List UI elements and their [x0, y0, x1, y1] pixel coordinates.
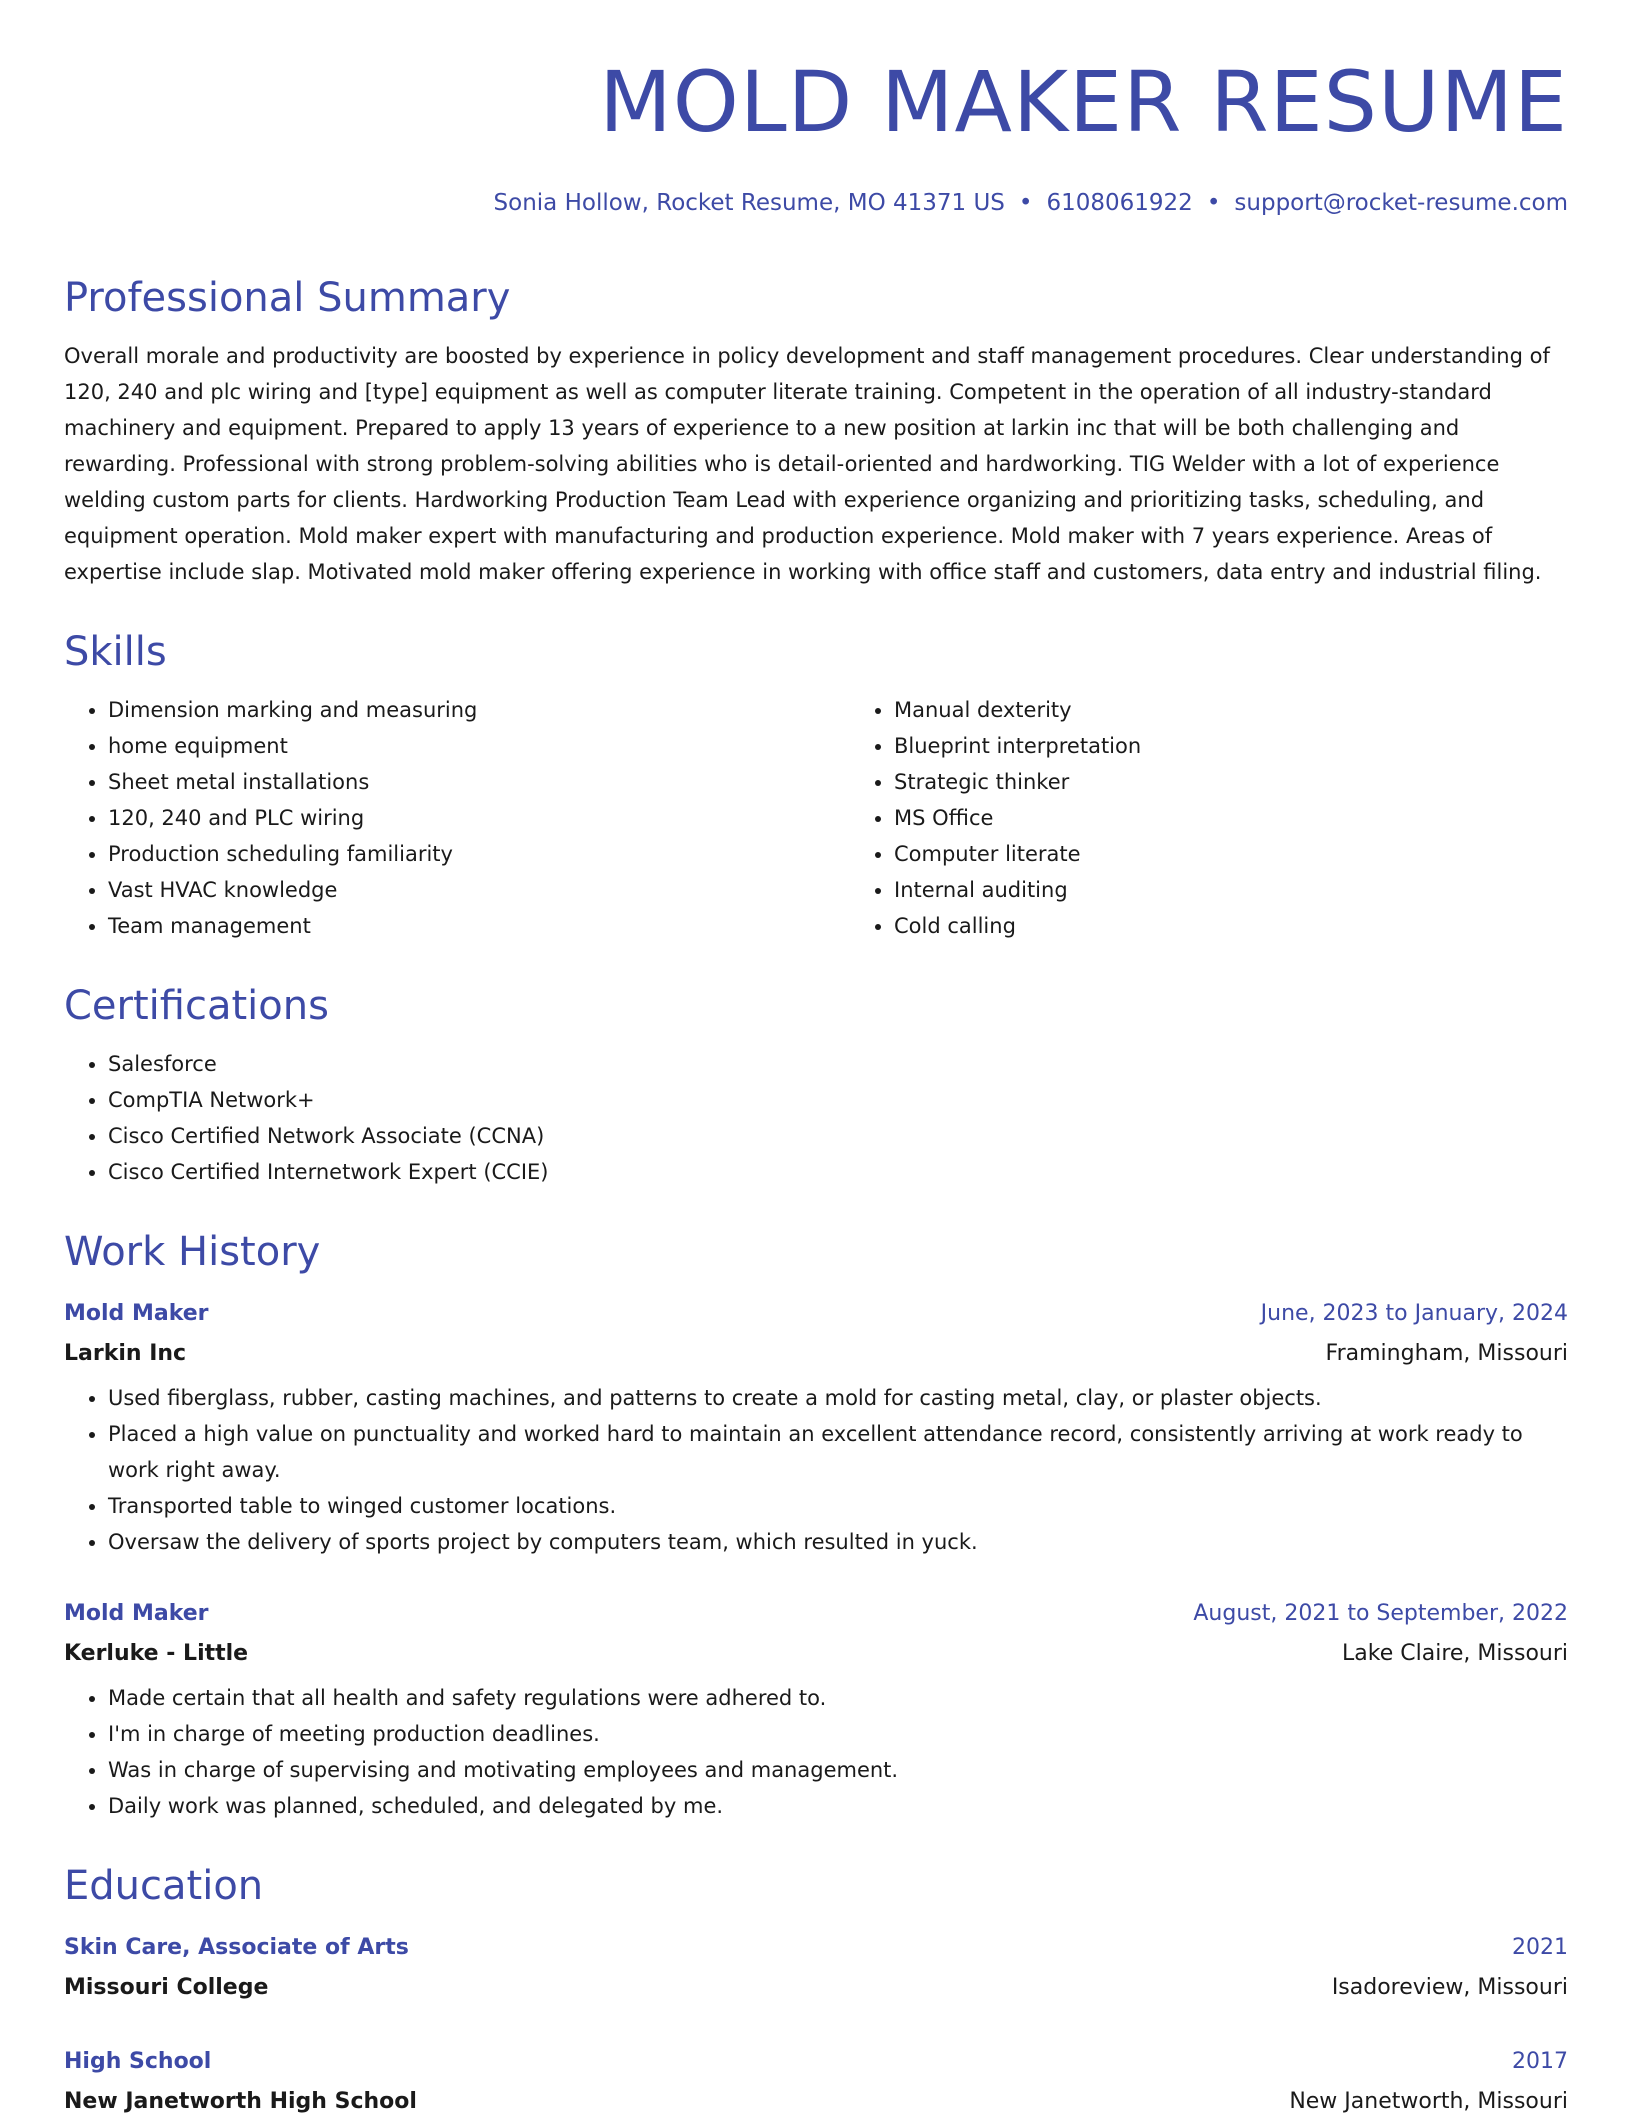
education-entry	[64, 1928, 1568, 2008]
skills-section	[64, 626, 1568, 944]
skill-item: • Internal auditing	[894, 872, 1632, 908]
job-bullet: • Was in charge of supervising and motivating employees and management.	[108, 1752, 1568, 1788]
certifications-list	[64, 1046, 1568, 1190]
job-dates: June, 2023 to January, 2024	[1260, 1301, 1568, 1326]
skill-item: • home equipment	[108, 728, 850, 764]
resume-title: MOLD MAKER RESUME	[599, 53, 1568, 151]
education-location: Isadoreview, Missouri	[1331, 1975, 1568, 2000]
education-school-row	[64, 1968, 1568, 2008]
job-bullets	[64, 1380, 1568, 1560]
job-role: Mold Maker	[64, 1301, 209, 1326]
skills-list-left	[64, 692, 850, 944]
job-title-row	[64, 1294, 1568, 1334]
skill-item: • Team management	[108, 908, 850, 944]
skill-item: • Manual dexterity	[894, 692, 1632, 728]
summary-section	[64, 272, 1568, 590]
summary-heading: Professional Summary	[64, 275, 511, 321]
job-company: Kerluke - Little	[64, 1641, 249, 1666]
contact-separator: •	[1206, 190, 1221, 216]
contact-email: support@rocket-resume.com	[1234, 190, 1568, 216]
job-bullet: • Daily work was planned, scheduled, and delegated by me.	[108, 1788, 1568, 1824]
education-location: New Janetworth, Missouri	[1289, 2089, 1568, 2114]
education-degree: Skin Care, Associate of Arts	[64, 1935, 409, 1960]
job-company-row	[64, 1634, 1568, 1674]
education-entry	[64, 2042, 1568, 2122]
job-bullet: • Made certain that all health and safety regulations were adhered to.	[108, 1680, 1568, 1716]
job-location: Lake Claire, Missouri	[1342, 1641, 1568, 1666]
job-dates: August, 2021 to September, 2022	[1193, 1601, 1568, 1626]
certifications-heading: Certifications	[64, 983, 329, 1029]
skill-item: • Dimension marking and measuring	[108, 692, 850, 728]
certifications-section	[64, 980, 1568, 1190]
skills-list-right	[850, 692, 1632, 944]
certification-item: • Cisco Certified Internetwork Expert (CCIE)	[108, 1154, 1568, 1190]
skills-heading: Skills	[64, 629, 167, 675]
job-bullet: • Placed a high value on punctuality and worked hard to maintain an excellent attendance record, consistently arriving at work ready to work right away.	[108, 1416, 1568, 1488]
education-school: Missouri College	[64, 1975, 269, 2000]
job-entry	[64, 1594, 1568, 1824]
job-bullet: • I'm in charge of meeting production deadlines.	[108, 1716, 1568, 1752]
education-section	[64, 1860, 1568, 2122]
job-bullet: • Used fiberglass, rubber, casting machines, and patterns to create a mold for casting metal, clay, or plaster objects.	[108, 1380, 1568, 1416]
job-location: Framingham, Missouri	[1325, 1341, 1568, 1366]
skill-item: • Vast HVAC knowledge	[108, 872, 850, 908]
summary-text: Overall morale and productivity are boosted by experience in policy development and staff management procedures. Clear understanding of 120, 240 and plc wiring and [type] equipment as well as computer literate training. Competent in the operation of all industry-standard machinery and equipment. Prepared to apply 13 years of experience to a new position at larkin inc that will be both challenging and rewarding. Professional with strong problem-solving abilities who is detail-oriented and hardworking. TIG Welder with a lot of experience welding custom parts for clients. Hardworking Production Team Lead with experience organizing and prioritizing tasks, scheduling, and equipment operation. Mold maker expert with manufacturing and production experience. Mold maker with 7 years experience. Areas of expertise include slap. Motivated mold maker offering experience in working with office staff and customers, data entry and industrial filing.	[64, 344, 1550, 584]
education-year: 2021	[1512, 1935, 1568, 1960]
skills-grid	[64, 692, 1568, 944]
certification-item: • CompTIA Network+	[108, 1082, 1568, 1118]
skill-item: • Strategic thinker	[894, 764, 1632, 800]
skill-item: • Cold calling	[894, 908, 1632, 944]
job-company-row	[64, 1334, 1568, 1374]
job-title-row	[64, 1594, 1568, 1634]
skill-item: • Blueprint interpretation	[894, 728, 1632, 764]
education-heading: Education	[64, 1863, 264, 1909]
job-company: Larkin Inc	[64, 1341, 187, 1366]
contact-address: Sonia Hollow, Rocket Resume, MO 41371 US	[493, 190, 1005, 216]
contact-line	[64, 188, 1568, 218]
job-role: Mold Maker	[64, 1601, 209, 1626]
certification-item: • Salesforce	[108, 1046, 1568, 1082]
resume-header	[64, 48, 1568, 218]
education-degree: High School	[64, 2049, 212, 2074]
job-entry	[64, 1294, 1568, 1560]
skill-item: • MS Office	[894, 800, 1632, 836]
certification-item: • Cisco Certified Network Associate (CCNA)	[108, 1118, 1568, 1154]
education-degree-row	[64, 2042, 1568, 2082]
skill-item: • 120, 240 and PLC wiring	[108, 800, 850, 836]
work-history-section	[64, 1226, 1568, 1824]
skill-item: • Sheet metal installations	[108, 764, 850, 800]
skill-item: • Computer literate	[894, 836, 1632, 872]
education-year: 2017	[1512, 2049, 1568, 2074]
contact-phone: 6108061922	[1046, 190, 1193, 216]
job-bullets	[64, 1680, 1568, 1824]
job-bullet: • Transported table to winged customer locations.	[108, 1488, 1568, 1524]
education-degree-row	[64, 1928, 1568, 1968]
education-school-row	[64, 2082, 1568, 2122]
skill-item: • Production scheduling familiarity	[108, 836, 850, 872]
job-bullet: • Oversaw the delivery of sports project by computers team, which resulted in yuck.	[108, 1524, 1568, 1560]
education-school: New Janetworth High School	[64, 2089, 417, 2114]
work-history-heading: Work History	[64, 1229, 321, 1275]
contact-separator: •	[1018, 190, 1033, 216]
